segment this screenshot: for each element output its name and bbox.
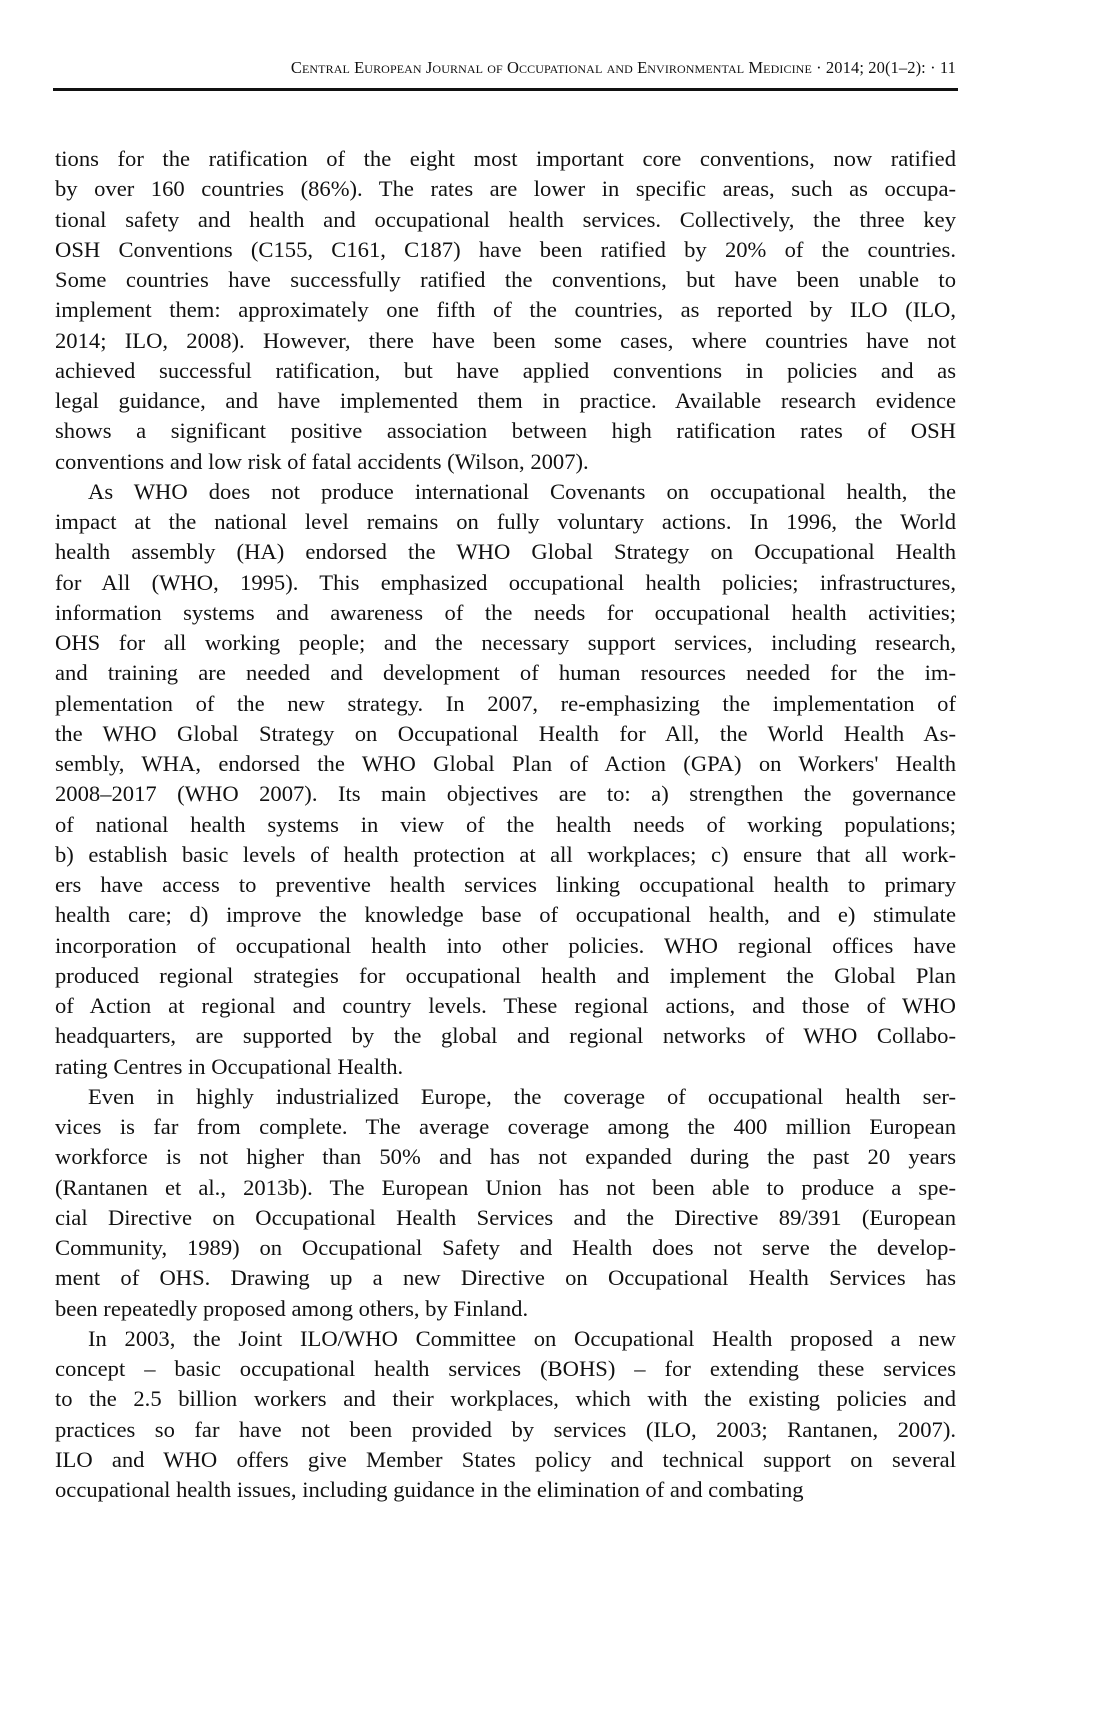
text-line: tions for the ratification of the eight most important core conventions, now ratified — [55, 146, 956, 171]
text-line: cial Directive on Occupational Health Services and the Directive 89/391 (European — [55, 1204, 956, 1230]
text-line: occupational health issues, including guidance in the elimination of and combating — [55, 1477, 804, 1502]
text-line: 2008–2017 (WHO 2007). Its main objectives are to: a) strengthen the governance — [55, 781, 956, 807]
running-header — [55, 58, 956, 78]
text-line: ILO and WHO offers give Member States policy and technical support on several — [55, 1446, 956, 1472]
text-line: to the 2.5 billion workers and their workplaces, which with the existing policies and — [55, 1386, 956, 1412]
text-line: produced regional strategies for occupational health and implement the Global Plan — [55, 962, 956, 988]
text-line: achieved successful ratification, but have applied conventions in policies and as — [55, 357, 956, 383]
text-line: been repeatedly proposed among others, by Finland. — [55, 1295, 529, 1321]
text-line: vices is far from complete. The average coverage among the 400 million European — [55, 1114, 956, 1139]
text-line: 2014; ILO, 2008). However, there have been some cases, where countries have not — [55, 327, 956, 353]
text-line: of national health systems in view of the health needs of working populations; — [55, 811, 956, 837]
text-line: by over 160 countries (86%). The rates are lower in specific areas, such as occupa- — [55, 176, 956, 202]
text-line: implement them: approximately one fifth of the countries, as reported by ILO (ILO, — [55, 297, 956, 323]
text-line: headquarters, are supported by the global and regional networks of WHO Collabo- — [55, 1023, 956, 1049]
text-line: information systems and awareness of the needs for occupational health activities; — [55, 599, 956, 625]
header-rule — [53, 88, 958, 91]
text-line: rating Centres in Occupational Health. — [55, 1053, 404, 1079]
text-line: Some countries have successfully ratified the conventions, but have been unable to — [55, 267, 956, 292]
text-line: sembly, WHA, endorsed the WHO Global Plan of Action (GPA) on Workers' Health — [55, 751, 956, 776]
text-line: workforce is not higher than 50% and has not expanded during the past 20 years — [55, 1144, 956, 1170]
text-line: for All (WHO, 1995). This emphasized occupational health policies; infrastructures, — [55, 569, 956, 595]
text-line: Even in highly industrialized Europe, the coverage of occupational health ser- — [88, 1083, 956, 1109]
text-line: shows a significant positive association between high ratification rates of OSH — [55, 418, 956, 444]
text-line: legal guidance, and have implemented them in practice. Available research evidence — [55, 388, 956, 413]
text-line: In 2003, the Joint ILO/WHO Committee on Occupational Health proposed a new — [88, 1325, 956, 1351]
text-line: incorporation of occupational health into other policies. WHO regional offices have — [55, 932, 956, 958]
text-line: Community, 1989) on Occupational Safety and Health does not serve the develop- — [55, 1235, 956, 1260]
article-body — [55, 144, 956, 1505]
text-line: ers have access to preventive health services linking occupational health to primary — [55, 872, 956, 897]
paragraph — [55, 1082, 956, 1324]
text-line: concept – basic occupational health services (BOHS) – for extending these services — [55, 1356, 956, 1381]
issue-citation: · 2014; 20(1–2): · 11 — [816, 58, 956, 77]
text-line: practices so far have not been provided by services (ILO, 2003; Rantanen, 2007). — [55, 1416, 956, 1442]
journal-title: Central European Journal of Occupational and Environmental Medicine — [290, 58, 812, 77]
text-line: (Rantanen et al., 2013b). The European Union has not been able to produce a spe- — [55, 1174, 956, 1200]
text-line: of Action at regional and country levels. These regional actions, and those of WHO — [55, 993, 956, 1018]
text-line: OSH Conventions (C155, C161, C187) have been ratified by 20% of the countries. — [55, 236, 956, 262]
text-line: impact at the national level remains on fully voluntary actions. In 1996, the World — [55, 509, 956, 534]
paragraph — [55, 144, 956, 477]
text-line: plementation of the new strategy. In 2007, re-emphasizing the implementation of — [55, 690, 956, 716]
text-line: health assembly (HA) endorsed the WHO Global Strategy on Occupational Health — [55, 539, 956, 565]
text-line: health care; d) improve the knowledge base of occupational health, and e) stimulate — [55, 902, 956, 928]
text-line: As WHO does not produce international Covenants on occupational health, the — [88, 478, 956, 504]
text-line: ment of OHS. Drawing up a new Directive on Occupational Health Services has — [55, 1265, 956, 1291]
text-line: tional safety and health and occupational health services. Collectively, the three key — [55, 206, 956, 232]
paragraph — [55, 1324, 956, 1506]
text-line: b) establish basic levels of health protection at all workplaces; c) ensure that all work- — [55, 841, 956, 867]
text-line: the WHO Global Strategy on Occupational Health for All, the World Health As- — [55, 720, 956, 746]
text-line: and training are needed and development of human resources needed for the im- — [55, 660, 956, 686]
paragraph — [55, 477, 956, 1082]
text-line: OHS for all working people; and the necessary support services, including research, — [55, 630, 956, 655]
text-line: conventions and low risk of fatal accidents (Wilson, 2007). — [55, 448, 589, 474]
